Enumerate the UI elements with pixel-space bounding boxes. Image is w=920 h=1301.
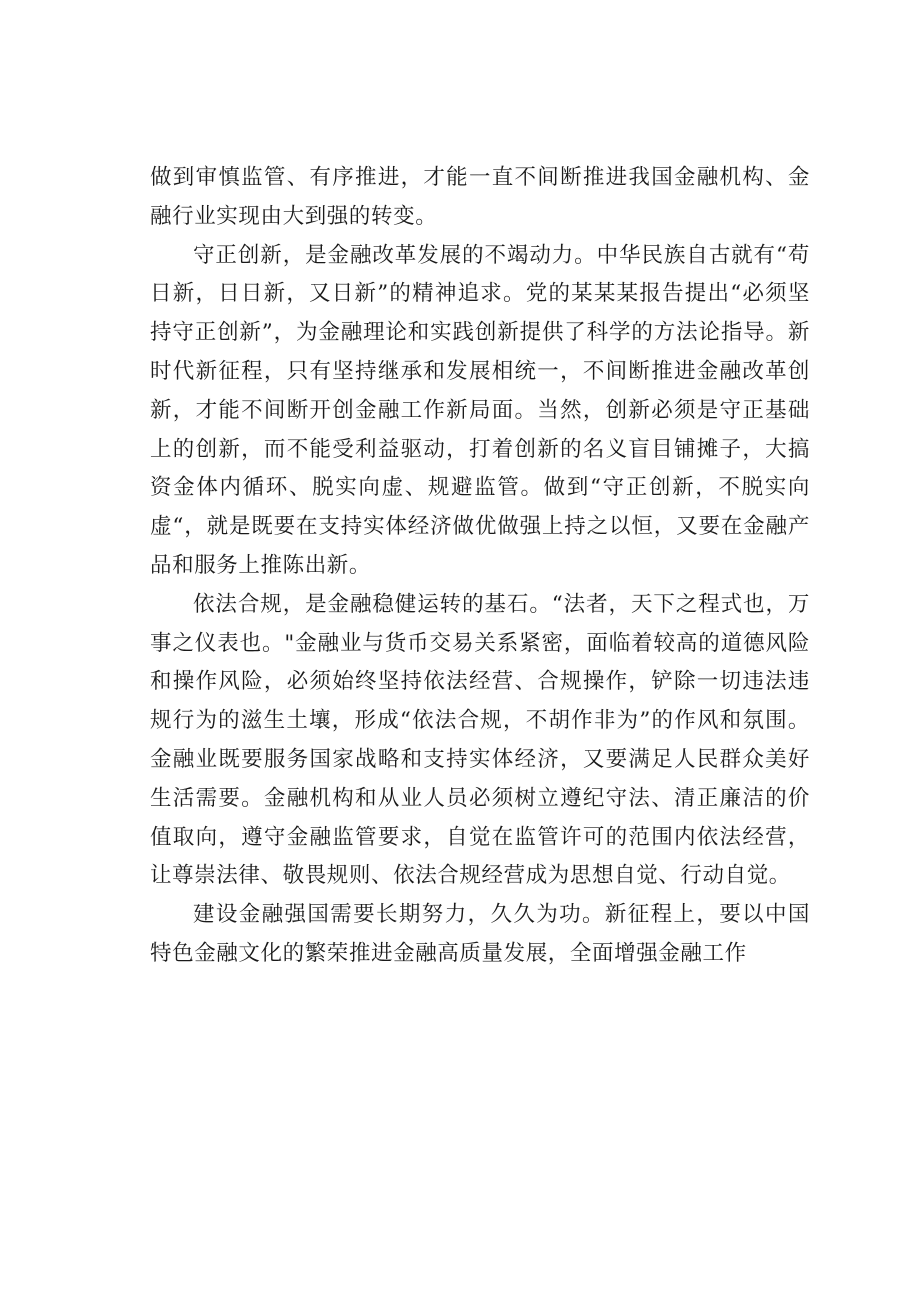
- paragraph-3: 依法合规，是金融稳健运转的基石。“法者，天下之程式也，万事之仪表也。"金融业与货币交易关系紧密，面临着较高的道德风险和操作风险，必须始终坚持依法经营、合规操作，铲除一切违法违规行为的滋生土壤，形成“依法合规，不胡作非为”的作风和氛围。金融业既要服务国家战略和支持实体经济，又要满足人民群众美好生活需要。金融机构和从业人员必须树立遵纪守法、清正廉洁的价值取向，遵守金融监管要求，自觉在监管许可的范围内依法经营，让尊崇法律、敬畏规则、依法合规经营成为思想自觉、行动自觉。: [150, 591, 810, 889]
- paragraph-1: 做到审慎监管、有序推进，才能一直不间断推进我国金融机构、金融行业实现由大到强的转变。: [150, 165, 810, 229]
- paragraph-4: 建设金融强国需要长期努力，久久为功。新征程上，要以中国特色金融文化的繁荣推进金融高质量发展，全面增强金融工作: [150, 902, 810, 966]
- document-body: [150, 159, 810, 974]
- paragraph-2: 守正创新，是金融改革发展的不竭动力。中华民族自古就有“苟日新，日日新，又日新”的精神追求。党的某某某报告提出“必须坚持守正创新”，为金融理论和实践创新提供了科学的方法论指导。新时代新征程，只有坚持继承和发展相统一，不间断推进金融改革创新，才能不间断开创金融工作新局面。当然，创新必须是守正基础上的创新，而不能受利益驱动，打着创新的名义盲目铺摊子，大搞资金体内循环、脱实向虚、规避监管。做到“守正创新，不脱实向虚“，就是既要在支持实体经济做优做强上持之以恒，又要在金融产品和服务上推陈出新。: [150, 242, 810, 578]
